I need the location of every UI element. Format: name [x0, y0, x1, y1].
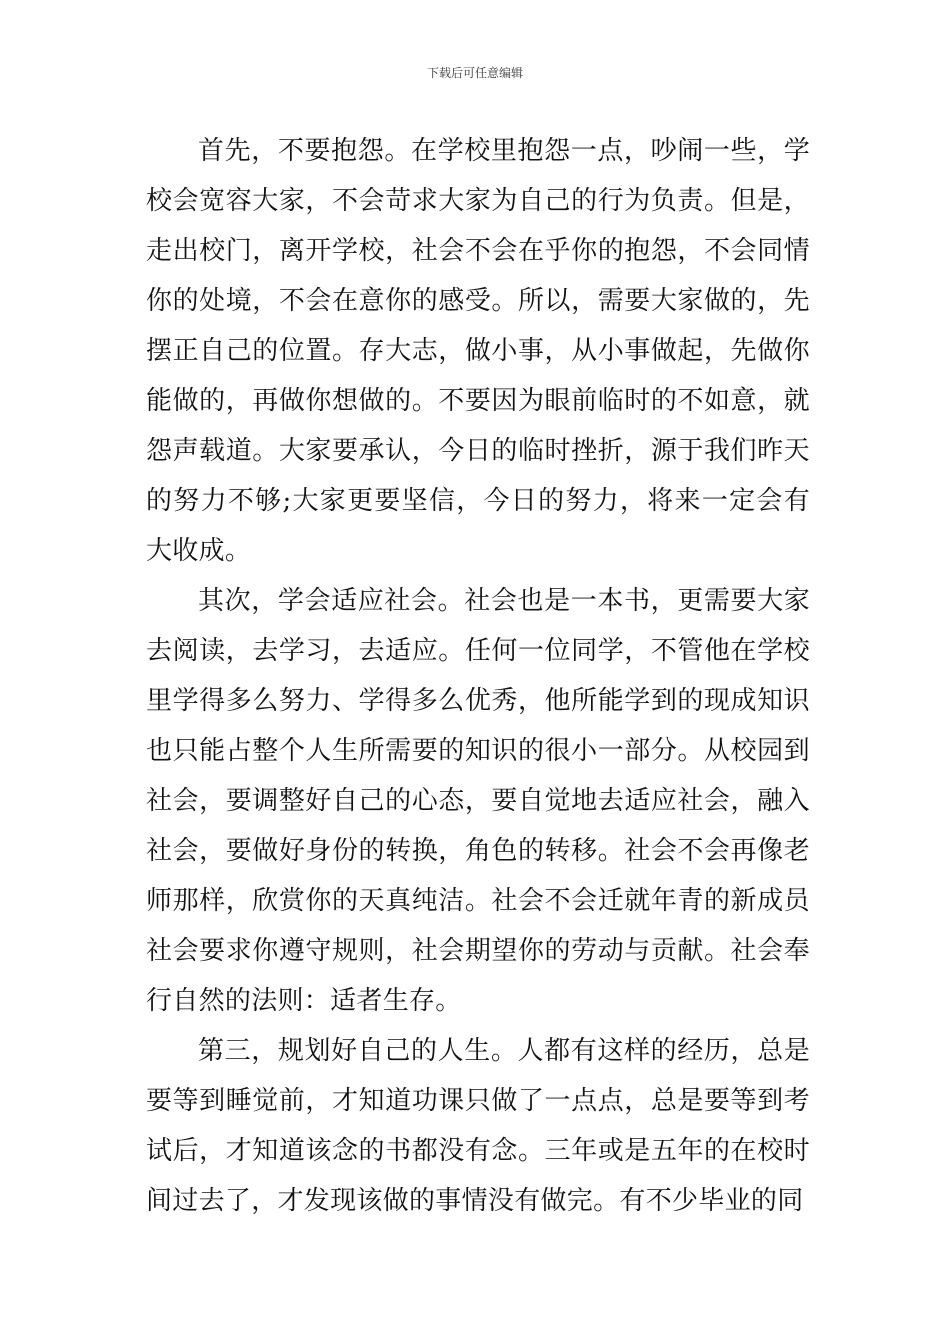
paragraph-complaint: 首先，不要抱怨。在学校里抱怨一点，吵闹一些，学校会宽容大家，不会苛求大家为自己的行为负责。但是，走出校门，离开学校，社会不会在乎你的抱怨，不会同情你的处境，不会在意你的感受。所以，需要大家做的，先摆正自己的位置。存大志，做小事，从小事做起，先做你能做的，再做你想做的。不要因为眼前临时的不如意，就怨声载道。大家要承认，今日的临时挫折，源于我们昨天的努力不够;大家更要坚信，今日的努力，将来一定会有大收成。: [146, 136, 810, 566]
page-header: 下载后可任意编辑: [426, 66, 523, 80]
document-body: [146, 126, 810, 1226]
paragraph-plan-life: 第三，规划好自己的人生。人都有这样的经历，总是要等到睡觉前，才知道功课只做了一点点，总是要等到考试后，才知道该念的书都没有念。三年或是五年的在校时间过去了，才发现该做的事情没有做完。有不少毕业的同: [146, 1036, 810, 1216]
paragraph-adapt-society: 其次，学会适应社会。社会也是一本书，更需要大家去阅读，去学习，去适应。任何一位同学，不管他在学校里学得多么努力、学得多么优秀，他所能学到的现成知识也只能占整个人生所需要的知识的很小一部分。从校园到社会，要调整好自己的心态，要自觉地去适应社会，融入社会，要做好身份的转换，角色的转移。社会不会再像老师那样，欣赏你的天真纯洁。社会不会迁就年青的新成员社会要求你遵守规则，社会期望你的劳动与贡献。社会奉行自然的法则：适者生存。: [146, 586, 810, 1016]
